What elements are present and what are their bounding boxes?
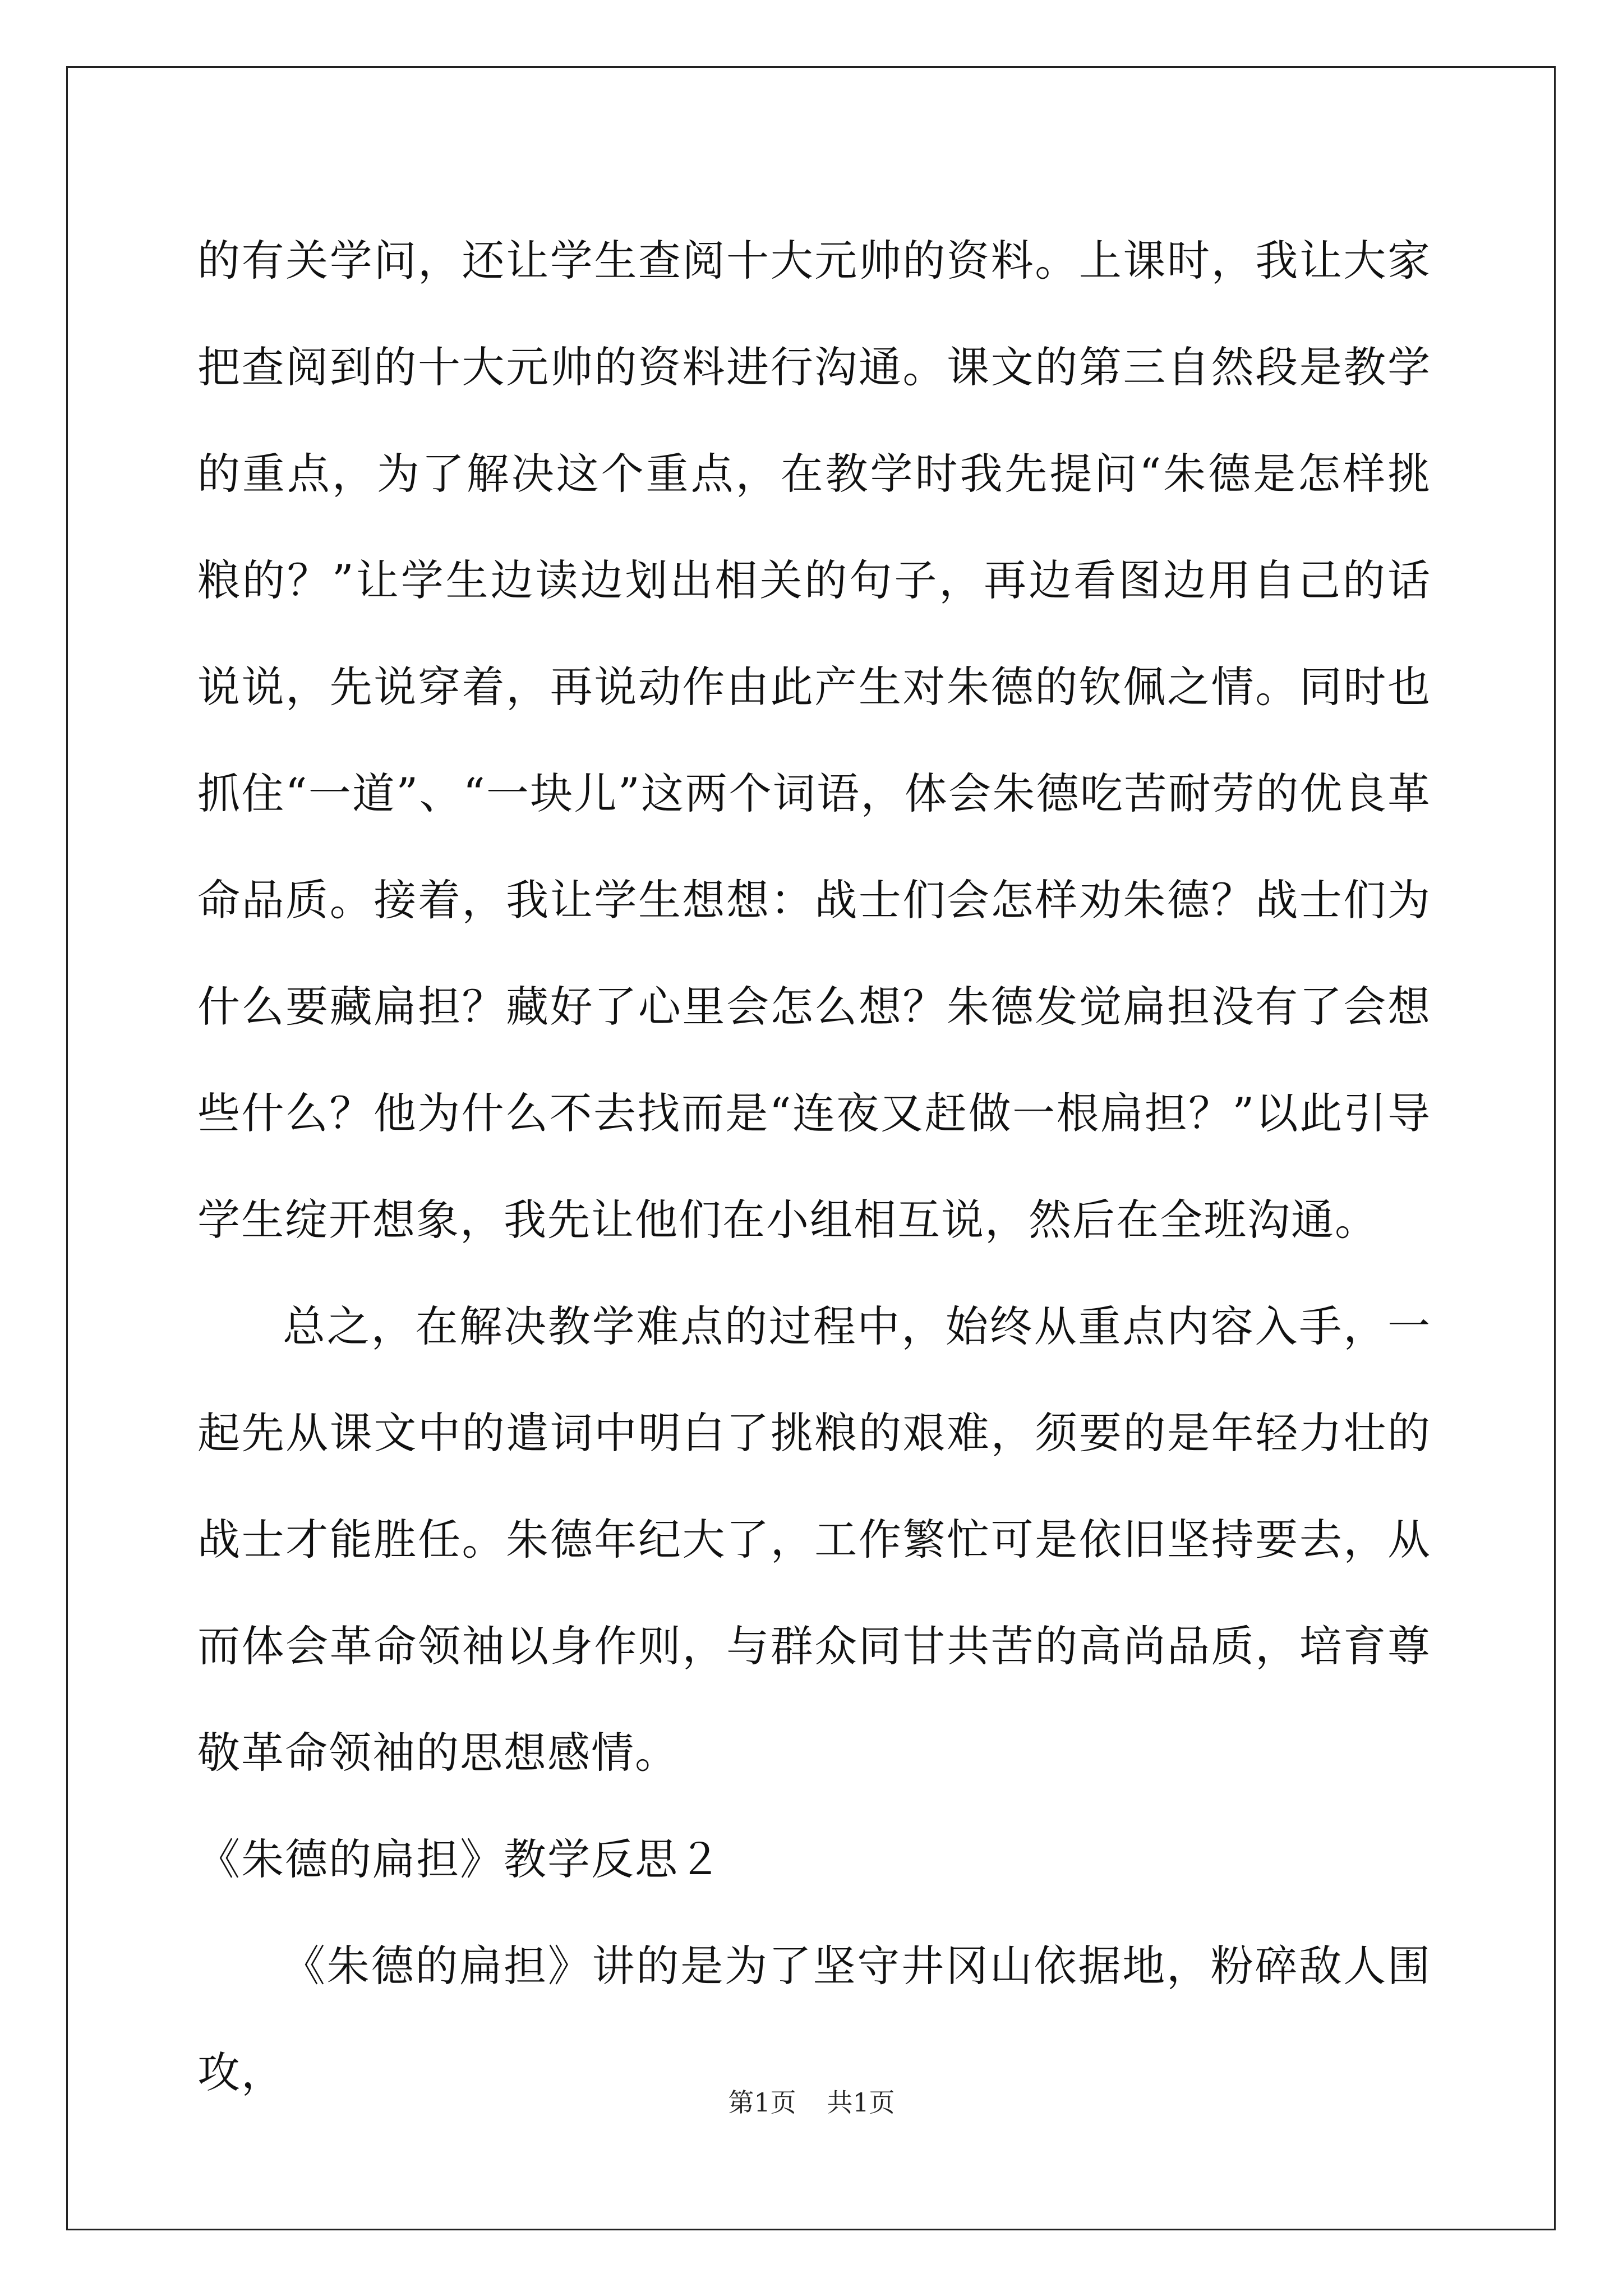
document-body [197,208,1431,2126]
page-footer [0,2086,1623,2119]
page-number: 第1页 [728,2087,796,2118]
paragraph-2: 总之，在解决教学难点的过程中，始终从重点内容入手，一起先从课文中的遣词中明白了挑粮的艰难，须要的是年轻力壮的战士才能胜任。朱德年纪大了，工作繁忙可是依旧坚持要去，从而体会革命领袖以身作则，与群众同甘共苦的高尚品质，培育尊敬革命领袖的思想感情。 [197,1301,1431,1778]
paragraph-3: 《朱德的扁担》讲的是为了坚守井冈山依据地，粉碎敌人围攻， [197,1941,1431,2097]
section-heading: 《朱德的扁担》教学反思２ [197,1834,722,1884]
page-total: 共1页 [827,2087,895,2118]
paragraph-1: 的有关学问，还让学生查阅十大元帅的资料。上课时，我让大家把查阅到的十大元帅的资料进行沟通。课文的第三自然段是教学的重点，为了解决这个重点，在教学时我先提问“朱德是怎样挑粮的？”让学生边读边划出相关的句子，再边看图边用自己的话说说，先说穿着，再说动作由此产生对朱德的钦佩之情。同时也抓住“一道”、“一块儿”这两个词语，体会朱德吃苦耐劳的优良革命品质。接着，我让学生想想：战士们会怎样劝朱德？战士们为什么要藏扁担？藏好了心里会怎么想？朱德发觉扁担没有了会想些什么？他为什么不去找而是“连夜又赶做一根扁担？”以此引导学生绽开想象，我先让他们在小组相互说，然后在全班沟通。 [197,236,1431,1245]
